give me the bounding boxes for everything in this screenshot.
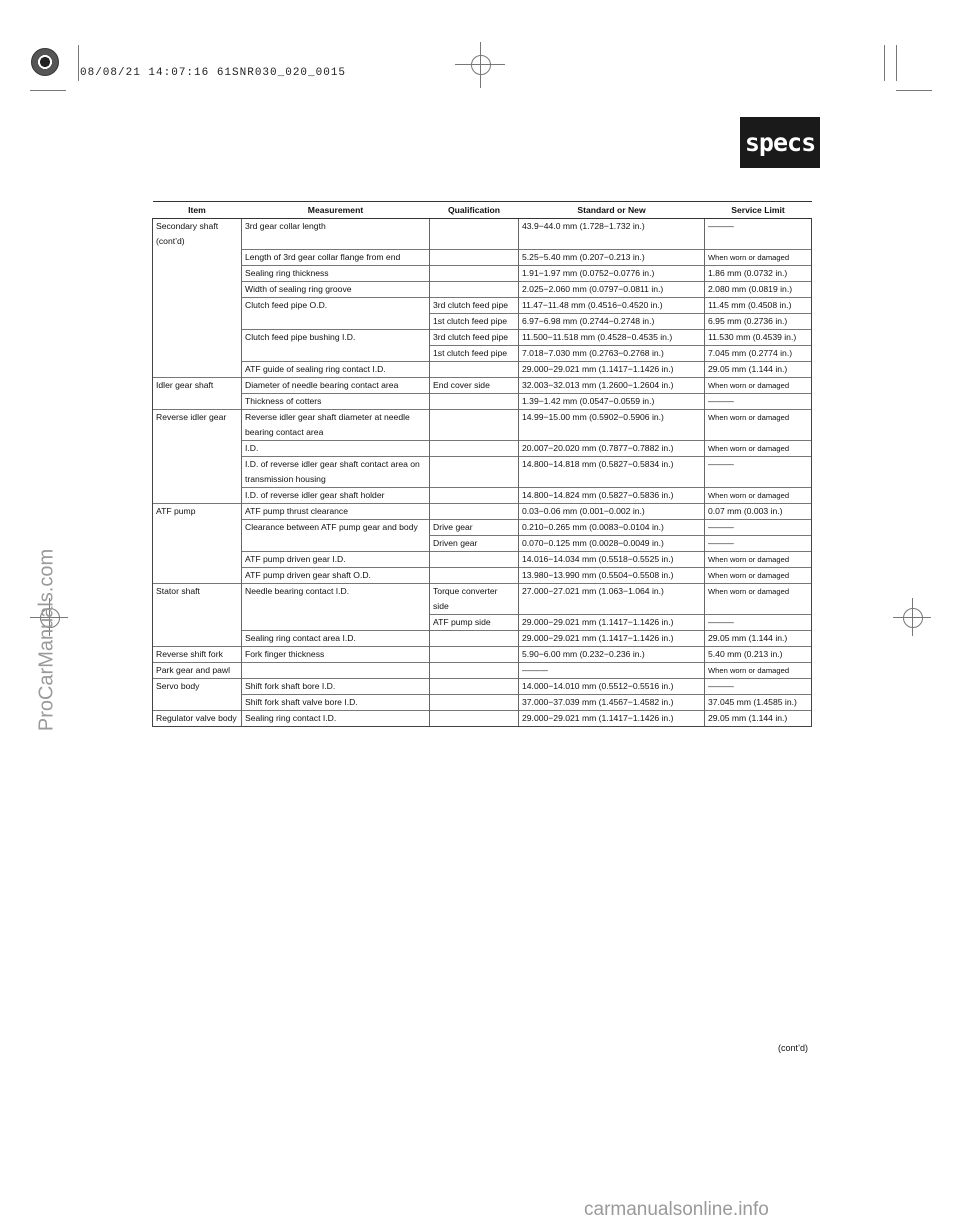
- cell-item: [153, 281, 242, 297]
- cell-measurement: Clutch feed pipe bushing I.D.: [242, 329, 430, 345]
- table-row: [153, 487, 812, 503]
- cell-item: Servo body: [153, 678, 242, 694]
- table-row: [153, 694, 812, 710]
- header-qualification: Qualification: [430, 202, 519, 219]
- cell-item: [153, 614, 242, 630]
- cell-limit: 5.40 mm (0.213 in.): [705, 646, 812, 662]
- table-row: [153, 567, 812, 583]
- cell-item: [153, 265, 242, 281]
- cell-standard: 11.47−11.48 mm (0.4516−0.4520 in.): [519, 297, 705, 313]
- specs-badge: specs: [740, 117, 820, 168]
- cell-qualification: [430, 551, 519, 567]
- cell-qualification: [430, 361, 519, 377]
- cell-item: Stator shaft: [153, 583, 242, 614]
- cell-item: [153, 694, 242, 710]
- cell-standard: 32.003−32.013 mm (1.2600−1.2604 in.): [519, 377, 705, 393]
- cell-item: [153, 456, 242, 487]
- cell-qualification: [430, 487, 519, 503]
- cell-qualification: [430, 567, 519, 583]
- table-row: [153, 456, 812, 487]
- cell-qualification: Driven gear: [430, 535, 519, 551]
- cell-measurement: Thickness of cotters: [242, 393, 430, 409]
- cell-qualification: [430, 678, 519, 694]
- cell-item: [153, 551, 242, 567]
- table-row: [153, 535, 812, 551]
- table-row: [153, 503, 812, 519]
- table-row: [153, 297, 812, 313]
- cell-qualification: [430, 456, 519, 487]
- table-row: [153, 377, 812, 393]
- cell-qualification: 3rd clutch feed pipe: [430, 297, 519, 313]
- cell-qualification: [430, 281, 519, 297]
- table-row: [153, 583, 812, 614]
- cell-qualification: [430, 265, 519, 281]
- cell-item: Secondary shaft (cont’d): [153, 219, 242, 250]
- cell-limit: 7.045 mm (0.2774 in.): [705, 345, 812, 361]
- cell-limit: 2.080 mm (0.0819 in.): [705, 281, 812, 297]
- cell-limit: ———: [705, 393, 812, 409]
- table-row: [153, 249, 812, 265]
- cell-qualification: [430, 409, 519, 440]
- cell-measurement: [242, 535, 430, 551]
- watermark-left[interactable]: ProCarManuals.com: [35, 548, 58, 732]
- cell-measurement: [242, 614, 430, 630]
- table-row: [153, 393, 812, 409]
- cell-measurement: Shift fork shaft valve bore I.D.: [242, 694, 430, 710]
- cell-standard: 2.025−2.060 mm (0.0797−0.0811 in.): [519, 281, 705, 297]
- cell-standard: 0.070−0.125 mm (0.0028−0.0049 in.): [519, 535, 705, 551]
- table-row: [153, 281, 812, 297]
- cell-standard: 1.39−1.42 mm (0.0547−0.0559 in.): [519, 393, 705, 409]
- crop-mark-top-right-v2: [896, 45, 897, 81]
- cell-qualification: Torque converter side: [430, 583, 519, 614]
- cell-item: ATF pump: [153, 503, 242, 519]
- cell-standard: 14.800−14.818 mm (0.5827−0.5834 in.): [519, 456, 705, 487]
- cell-item: [153, 440, 242, 456]
- cell-limit: When worn or damaged: [705, 487, 812, 503]
- cell-limit: When worn or damaged: [705, 567, 812, 583]
- cell-item: [153, 393, 242, 409]
- table-row: [153, 265, 812, 281]
- cell-measurement: Clearance between ATF pump gear and body: [242, 519, 430, 535]
- cell-qualification: [430, 249, 519, 265]
- cell-limit: When worn or damaged: [705, 249, 812, 265]
- table-row: [153, 630, 812, 646]
- cell-qualification: 1st clutch feed pipe: [430, 313, 519, 329]
- cell-standard: 14.016−14.034 mm (0.5518−0.5525 in.): [519, 551, 705, 567]
- cell-measurement: Fork finger thickness: [242, 646, 430, 662]
- cell-standard: 29.000−29.021 mm (1.1417−1.1426 in.): [519, 361, 705, 377]
- table-row: [153, 662, 812, 678]
- cell-standard: 27.000−27.021 mm (1.063−1.064 in.): [519, 583, 705, 614]
- cell-standard: 6.97−6.98 mm (0.2744−0.2748 in.): [519, 313, 705, 329]
- crop-mark-top-right-v1: [884, 45, 885, 81]
- cell-qualification: [430, 503, 519, 519]
- cell-measurement: Shift fork shaft bore I.D.: [242, 678, 430, 694]
- cell-qualification: [430, 219, 519, 250]
- cell-measurement: Sealing ring contact area I.D.: [242, 630, 430, 646]
- cell-item: [153, 329, 242, 345]
- cell-limit: When worn or damaged: [705, 583, 812, 614]
- watermark-bottom[interactable]: carmanualsonline.info: [584, 1199, 769, 1220]
- crop-mark-top-left-v: [78, 45, 79, 81]
- cell-limit: ———: [705, 219, 812, 250]
- cell-limit: When worn or damaged: [705, 440, 812, 456]
- cell-standard: 14.000−14.010 mm (0.5512−0.5516 in.): [519, 678, 705, 694]
- table-row: [153, 219, 812, 250]
- table-header-row: [153, 202, 812, 219]
- cell-limit: 11.530 mm (0.4539 in.): [705, 329, 812, 345]
- table-row: [153, 440, 812, 456]
- cell-item: [153, 345, 242, 361]
- cell-limit: 29.05 mm (1.144 in.): [705, 710, 812, 726]
- cell-standard: 37.000−37.039 mm (1.4567−1.4582 in.): [519, 694, 705, 710]
- table-row: [153, 345, 812, 361]
- specs-table-body: [153, 219, 812, 727]
- cell-standard: 14.99−15.00 mm (0.5902−0.5906 in.): [519, 409, 705, 440]
- header-service-limit: Service Limit: [705, 202, 812, 219]
- cell-measurement: 3rd gear collar length: [242, 219, 430, 250]
- cell-measurement: ATF pump driven gear shaft O.D.: [242, 567, 430, 583]
- cell-standard: 0.03−0.06 mm (0.001−0.002 in.): [519, 503, 705, 519]
- crop-mark-top-left-h: [30, 90, 66, 91]
- cell-measurement: Sealing ring contact I.D.: [242, 710, 430, 726]
- header-measurement: Measurement: [242, 202, 430, 219]
- cell-measurement: Width of sealing ring groove: [242, 281, 430, 297]
- cell-limit: When worn or damaged: [705, 409, 812, 440]
- cell-limit: When worn or damaged: [705, 377, 812, 393]
- cell-item: [153, 297, 242, 313]
- cell-measurement: ATF guide of sealing ring contact I.D.: [242, 361, 430, 377]
- cell-measurement: I.D.: [242, 440, 430, 456]
- cell-standard: 1.91−1.97 mm (0.0752−0.0776 in.): [519, 265, 705, 281]
- print-id: 08/08/21 14:07:16 61SNR030_020_0015: [80, 67, 347, 79]
- cell-measurement: Diameter of needle bearing contact area: [242, 377, 430, 393]
- cell-measurement: Length of 3rd gear collar flange from end: [242, 249, 430, 265]
- cell-limit: When worn or damaged: [705, 551, 812, 567]
- table-row: [153, 329, 812, 345]
- cell-qualification: End cover side: [430, 377, 519, 393]
- cell-item: Idler gear shaft: [153, 377, 242, 393]
- cell-standard: 7.018−7.030 mm (0.2763−0.2768 in.): [519, 345, 705, 361]
- cell-item: [153, 487, 242, 503]
- table-row: [153, 710, 812, 726]
- cell-measurement: ATF pump thrust clearance: [242, 503, 430, 519]
- table-row: [153, 614, 812, 630]
- cell-standard: 29.000−29.021 mm (1.1417−1.1426 in.): [519, 630, 705, 646]
- crop-mark-top-right-h: [896, 90, 932, 91]
- table-row: [153, 409, 812, 440]
- cell-qualification: ATF pump side: [430, 614, 519, 630]
- registration-target-icon: [31, 48, 59, 76]
- cell-standard: 29.000−29.021 mm (1.1417−1.1426 in.): [519, 710, 705, 726]
- cell-qualification: [430, 630, 519, 646]
- cell-qualification: [430, 662, 519, 678]
- cell-qualification: [430, 646, 519, 662]
- cell-qualification: 1st clutch feed pipe: [430, 345, 519, 361]
- continued-note: (cont’d): [778, 1043, 809, 1053]
- cell-limit: ———: [705, 614, 812, 630]
- cell-standard: 20.007−20.020 mm (0.7877−0.7882 in.): [519, 440, 705, 456]
- cell-standard: 43.9−44.0 mm (1.728−1.732 in.): [519, 219, 705, 250]
- table-row: [153, 313, 812, 329]
- cell-limit: 29.05 mm (1.144 in.): [705, 630, 812, 646]
- cell-measurement: ATF pump driven gear I.D.: [242, 551, 430, 567]
- cell-limit: When worn or damaged: [705, 662, 812, 678]
- cell-item: Reverse idler gear: [153, 409, 242, 440]
- cell-standard: 5.25−5.40 mm (0.207−0.213 in.): [519, 249, 705, 265]
- cell-qualification: [430, 694, 519, 710]
- cell-item: [153, 519, 242, 535]
- specs-table: [152, 201, 812, 727]
- cell-qualification: 3rd clutch feed pipe: [430, 329, 519, 345]
- cell-measurement: [242, 313, 430, 329]
- cell-limit: ———: [705, 535, 812, 551]
- cell-measurement: Needle bearing contact I.D.: [242, 583, 430, 614]
- cell-qualification: Drive gear: [430, 519, 519, 535]
- cell-qualification: [430, 393, 519, 409]
- cell-limit: ———: [705, 678, 812, 694]
- cell-limit: 37.045 mm (1.4585 in.): [705, 694, 812, 710]
- cell-measurement: [242, 345, 430, 361]
- cell-qualification: [430, 710, 519, 726]
- cell-item: [153, 630, 242, 646]
- cell-item: Park gear and pawl: [153, 662, 242, 678]
- cell-measurement: I.D. of reverse idler gear shaft holder: [242, 487, 430, 503]
- cell-limit: 1.86 mm (0.0732 in.): [705, 265, 812, 281]
- cell-item: [153, 249, 242, 265]
- cell-standard: 29.000−29.021 mm (1.1417−1.1426 in.): [519, 614, 705, 630]
- cell-limit: 6.95 mm (0.2736 in.): [705, 313, 812, 329]
- cell-standard: 14.800−14.824 mm (0.5827−0.5836 in.): [519, 487, 705, 503]
- header-standard: Standard or New: [519, 202, 705, 219]
- cell-standard: 5.90−6.00 mm (0.232−0.236 in.): [519, 646, 705, 662]
- cell-item: Reverse shift fork: [153, 646, 242, 662]
- cell-standard: 0.210−0.265 mm (0.0083−0.0104 in.): [519, 519, 705, 535]
- cell-limit: 0.07 mm (0.003 in.): [705, 503, 812, 519]
- table-row: [153, 519, 812, 535]
- cell-item: [153, 313, 242, 329]
- table-row: [153, 646, 812, 662]
- cell-standard: 13.980−13.990 mm (0.5504−0.5508 in.): [519, 567, 705, 583]
- cell-measurement: [242, 662, 430, 678]
- cell-limit: 11.45 mm (0.4508 in.): [705, 297, 812, 313]
- cell-standard: ———: [519, 662, 705, 678]
- cell-limit: 29.05 mm (1.144 in.): [705, 361, 812, 377]
- cell-measurement: Sealing ring thickness: [242, 265, 430, 281]
- cell-measurement: I.D. of reverse idler gear shaft contact area on transmission housing: [242, 456, 430, 487]
- cell-item: [153, 361, 242, 377]
- cell-item: [153, 535, 242, 551]
- cell-limit: ———: [705, 519, 812, 535]
- cell-measurement: Reverse idler gear shaft diameter at needle bearing contact area: [242, 409, 430, 440]
- table-row: [153, 361, 812, 377]
- cell-limit: ———: [705, 456, 812, 487]
- table-row: [153, 678, 812, 694]
- cell-standard: 11.500−11.518 mm (0.4528−0.4535 in.): [519, 329, 705, 345]
- cell-item: [153, 567, 242, 583]
- header-item: Item: [153, 202, 242, 219]
- table-row: [153, 551, 812, 567]
- cell-measurement: Clutch feed pipe O.D.: [242, 297, 430, 313]
- cell-item: Regulator valve body: [153, 710, 242, 726]
- cell-qualification: [430, 440, 519, 456]
